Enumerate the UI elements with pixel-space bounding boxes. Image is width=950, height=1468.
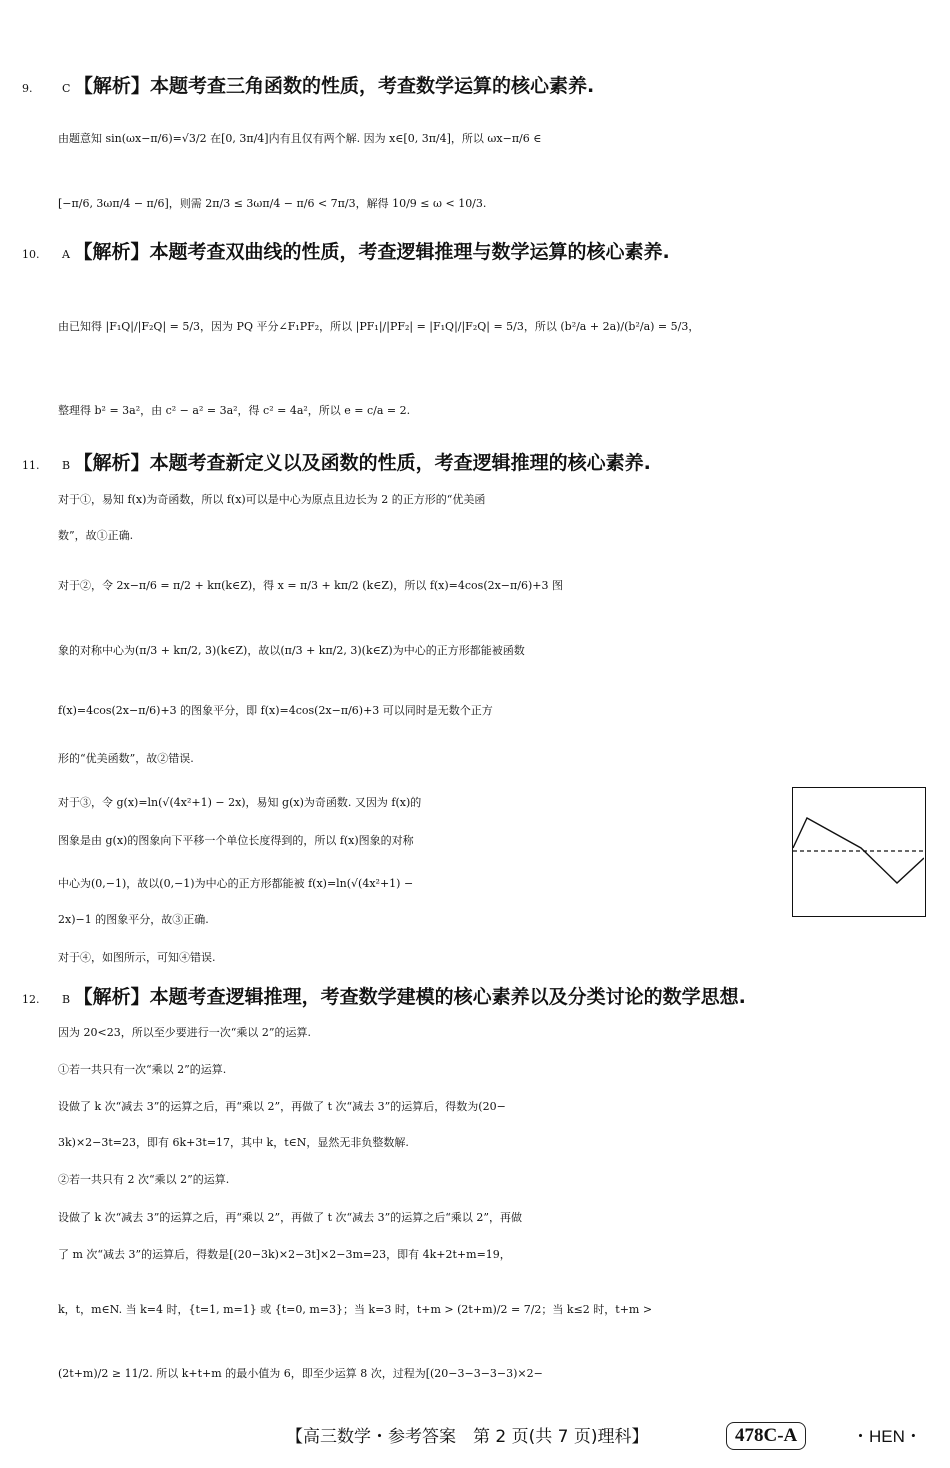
q11-body-line: 2x)−1 的图象平分，故③正确. <box>58 913 209 926</box>
q12-body-line: 因为 20<23，所以至少要进行一次“乘以 2”的运算. <box>58 1026 311 1039</box>
q11-body-line: 象的对称中心为(π/3 + kπ/2, 3)(k∈Z)，故以(π/3 + kπ/2, 3)(k∈Z)为中心的正方形都能被函数 <box>58 644 525 657</box>
q11-heading <box>22 449 950 480</box>
q10-summary: 本题考查双曲线的性质，考查逻辑推理与数学运算的核心素养. <box>149 241 670 263</box>
q12-body-line: 设做了 k 次“减去 3”的运算之后，再“乘以 2”，再做了 t 次“减去 3”的运算之后“乘以 2”，再做 <box>58 1211 523 1224</box>
q11-number: 11. <box>22 459 40 472</box>
q12-heading <box>22 983 950 1014</box>
q12-choice: B <box>62 993 71 1006</box>
q12-number: 12. <box>22 993 40 1006</box>
q12-tag: 【解析】 <box>73 986 150 1008</box>
q9-summary: 本题考查三角函数的性质，考查数学运算的核心素养. <box>149 75 595 97</box>
q11-body-line: 中心为(0,−1)，故以(0,−1)为中心的正方形都能被 f(x)=ln(√(4x²+1) − <box>58 877 414 890</box>
q11-summary: 本题考查新定义以及函数的性质，考查逻辑推理的核心素养. <box>149 452 651 474</box>
q11-body-line: 形的“优美函数”，故②错误. <box>58 752 194 765</box>
q12-body-line: 3k)×2−3t=23，即有 6k+3t=17，其中 k，t∈N，显然无非负整数解. <box>58 1136 409 1149</box>
q12-body-line: 了 m 次“减去 3”的运算后，得数是[(20−3k)×2−3t]×2−3m=23，即有 4k+2t+m=19， <box>58 1248 511 1261</box>
q9-tag: 【解析】 <box>73 75 150 97</box>
q11-body-line: 图象是由 g(x)的图象向下平移一个单位长度得到的，所以 f(x)图象的对称 <box>58 834 414 847</box>
q9-body-line: [−π/6, 3ωπ/4 − π/6]，则需 2π/3 ≤ 3ωπ/4 − π/6 < 7π/3，解得 10/9 ≤ ω < 10/3. <box>58 197 487 210</box>
q11-body-line: 对于④，如图所示，可知④错误. <box>58 951 216 964</box>
q10-heading <box>22 238 950 269</box>
footer-title: 【高三数学・参考答案 第 2 页(共 7 页)理科】 <box>286 1427 649 1447</box>
q11-body-line: 数”，故①正确. <box>58 529 134 542</box>
q11-choice: B <box>62 459 71 472</box>
q9-choice: C <box>62 82 71 95</box>
q11-body-line: 对于③，令 g(x)=ln(√(4x²+1) − 2x)，易知 g(x)为奇函数. 又因为 f(x)的 <box>58 796 422 809</box>
q10-number: 10. <box>22 248 40 261</box>
q12-body-line: 设做了 k 次“减去 3”的运算之后，再“乘以 2”，再做了 t 次“减去 3”的运算后，得数为(20− <box>58 1100 506 1113</box>
q11-tag: 【解析】 <box>73 452 150 474</box>
q12-summary: 本题考查逻辑推理，考查数学建模的核心素养以及分类讨论的数学思想. <box>149 986 746 1008</box>
function-graph <box>793 788 924 915</box>
q12-body-line: k，t，m∈N. 当 k=4 时，{t=1, m=1} 或 {t=0, m=3}；当 k=3 时，t+m > (2t+m)/2 = 7/2；当 k≤2 时，t+m > <box>58 1303 653 1316</box>
page-footer <box>0 1422 950 1452</box>
q12-body-line: (2t+m)/2 ≥ 11/2. 所以 k+t+m 的最小值为 6，即至少运算 8 次，过程为[(20−3−3−3−3)×2− <box>58 1367 543 1380</box>
footer-hen: ・HEN・ <box>852 1427 922 1446</box>
q9-number: 9. <box>22 82 33 95</box>
q11-body-line: f(x)=4cos(2x−π/6)+3 的图象平分，即 f(x)=4cos(2x−π/6)+3 可以同时是无数个正方 <box>58 704 493 717</box>
q12-body-line: ①若一共只有一次“乘以 2”的运算. <box>58 1063 227 1076</box>
q12-body-line: ②若一共只有 2 次“乘以 2”的运算. <box>58 1173 230 1186</box>
footer-code-badge: 478C-A <box>726 1422 806 1450</box>
q10-body-line: 由已知得 |F₁Q|/|F₂Q| = 5/3，因为 PQ 平分∠F₁PF₂，所以 |PF₁|/|PF₂| = |F₁Q|/|F₂Q| = 5/3，所以 (b²/a + 2a)/(b²/a) = 5/3， <box>58 320 700 333</box>
q9-heading <box>22 72 950 103</box>
q10-body-line: 整理得 b² = 3a²，由 c² − a² = 3a²，得 c² = 4a²，所以 e = c/a = 2. <box>58 404 411 417</box>
q11-body-line: 对于①，易知 f(x)为奇函数，所以 f(x)可以是中心为原点且边长为 2 的正方形的“优美函 <box>58 493 486 506</box>
square-function-figure <box>792 787 926 917</box>
q10-choice: A <box>62 248 70 261</box>
q9-body-line: 由题意知 sin(ωx−π/6)=√3/2 在[0, 3π/4]内有且仅有两个解. 因为 x∈[0, 3π/4]，所以 ωx−π/6 ∈ <box>58 132 542 145</box>
q10-tag: 【解析】 <box>73 241 150 263</box>
q11-body-line: 对于②，令 2x−π/6 = π/2 + kπ(k∈Z)，得 x = π/3 + kπ/2 (k∈Z)，所以 f(x)=4cos(2x−π/6)+3 图 <box>58 579 563 592</box>
